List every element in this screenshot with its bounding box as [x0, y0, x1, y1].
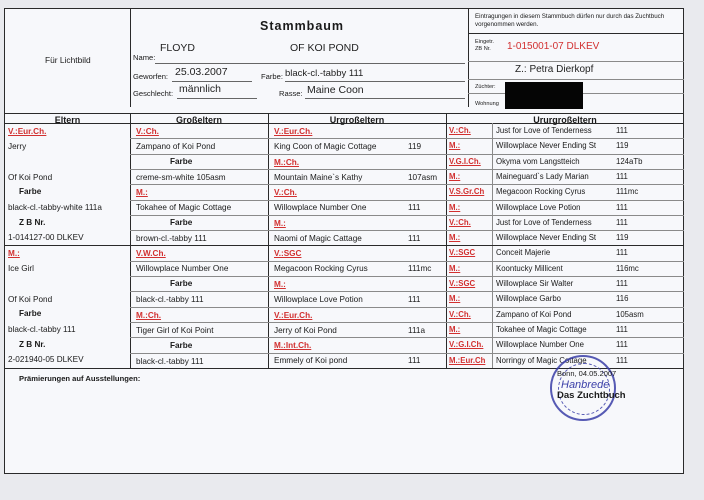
grandparent-title: M.:	[136, 188, 148, 198]
gg-grandparent-code: 111	[616, 248, 628, 258]
registry-notice: Eintragungen in diesem Stammbuch dürfen nur durch das Zuchtbuch vorgenommen werden.	[475, 13, 665, 28]
gg-grandparent-title: M.:	[449, 263, 461, 273]
gg-grandparent-code: 119	[616, 233, 629, 243]
great-grandparent-title: V.:SGC	[274, 249, 302, 259]
great-grandparent-code: 111	[408, 233, 421, 243]
gg-grandparent-code: 111	[616, 279, 628, 288]
great-grandparent-code: 119	[408, 142, 422, 151]
great-grandparent-title: M.:	[274, 218, 286, 228]
gg-grandparent-name: Maineguard`s Lady Marian	[496, 171, 589, 181]
gg-grandparent-code: 124aTb	[616, 156, 643, 166]
row-divider	[130, 337, 684, 338]
gg-grandparent-code: 111	[616, 171, 628, 181]
reg-label-2: ZB Nr.	[475, 46, 491, 52]
great-grandparent-title: M.:Int.Ch.	[274, 341, 312, 351]
gg-grandparent-code: 111	[616, 217, 628, 227]
sire-name: Jerry	[8, 142, 27, 151]
row-divider	[130, 154, 684, 155]
dam-color: black-cl.-tabby 111	[8, 325, 76, 334]
grandparent-farbe-label: Farbe	[170, 279, 193, 289]
sex-underline	[177, 98, 257, 99]
breeder-label: Züchter:	[475, 84, 496, 90]
gg-grandparent-name: Just for Love of Tenderness	[496, 126, 592, 135]
name-label: Name:	[133, 53, 156, 62]
gg-grandparent-title: V.:Ch.	[449, 309, 471, 319]
redacted-address	[505, 82, 583, 109]
stamp-date: Bonn, 04.05.2007	[557, 369, 617, 378]
gg-grandparent-name: Willowplace Never Ending St	[496, 233, 597, 243]
born-underline	[172, 81, 252, 82]
gg-grandparent-name: Willowplace Love Potion	[496, 202, 581, 212]
great-grandparent-name: Willowplace Number One	[274, 203, 367, 213]
row-divider	[130, 200, 684, 201]
gg-grandparent-code: 111	[616, 324, 628, 334]
grandparent-name: Willowplace Number One	[136, 264, 229, 274]
sire-title: V.:Eur.Ch.	[8, 127, 47, 136]
gg-grandparent-title: V.:SGC	[449, 248, 476, 258]
row-divider	[130, 307, 684, 308]
great-grandparent-code: 111	[408, 203, 421, 213]
dam-zb-label: Z B Nr.	[19, 340, 46, 349]
row-divider	[130, 291, 684, 292]
great-grandparent-code: 111mc	[408, 264, 432, 274]
sire-farbe-label: Farbe	[19, 187, 42, 196]
gg-grandparent-title: M.:Eur.Ch	[449, 355, 486, 365]
gg-grandparent-title: M.:	[449, 141, 461, 151]
breed-underline	[305, 98, 465, 99]
grandparent-title: M.:Ch.	[136, 310, 162, 320]
grandparent-farbe-label: Farbe	[170, 218, 193, 228]
gg-grandparent-title: M.:	[449, 202, 461, 212]
gg-grandparent-name: Just for Love of Tenderness	[496, 217, 592, 227]
row-divider	[130, 138, 684, 139]
gg-grandparent-code: 111	[616, 340, 628, 350]
column-divider	[268, 113, 269, 368]
gg-grandparent-code: 111mc	[616, 187, 639, 197]
great-grandparent-title: M.:Ch.	[274, 157, 300, 167]
row-divider	[130, 215, 684, 216]
great-grandparent-code: 111	[408, 295, 421, 304]
gg-grandparent-name: Conceit Majerie	[496, 248, 551, 258]
registry-box-line	[468, 61, 684, 62]
sire-zb-number: 1-014127-00 DLKEV	[8, 233, 84, 242]
gg-grandparent-name: Willowplace Never Ending St	[496, 141, 597, 151]
column-header-urgrosseltern: Urgroßeltern	[329, 115, 385, 125]
great-grandparent-name: King Coon of Magic Cottage	[274, 142, 377, 151]
gg-grandparent-name: Koontucky Millicent	[496, 263, 563, 273]
grandparent-name: Tokahee of Magic Cottage	[136, 203, 232, 213]
column-header-grosseltern: Großeltern	[175, 115, 222, 125]
awards-label: Prämierungen auf Ausstellungen:	[19, 374, 141, 383]
gg-grandparent-name: Willowplace Sir Walter	[496, 279, 574, 288]
great-grandparent-name: Jerry of Koi Pond	[274, 325, 337, 335]
dam-zb-number: 2-021940-05 DLKEV	[8, 355, 84, 364]
column-divider	[130, 113, 131, 368]
grandparent-title: V.W.Ch.	[136, 249, 166, 259]
grandparent-name: Tiger Girl of Koi Point	[136, 325, 214, 335]
gg-grandparent-code: 116	[616, 294, 629, 304]
sire-zb-label: Z B Nr.	[19, 218, 46, 227]
gg-grandparent-code: 119	[616, 141, 629, 151]
address-label: Wohnung	[475, 101, 499, 107]
great-grandparent-name: Willowplace Love Potion	[274, 295, 363, 304]
breed-label: Rasse:	[279, 89, 303, 98]
row-divider	[130, 276, 684, 277]
gg-grandparent-title: V.:G.I.Ch.	[449, 340, 484, 350]
gg-grandparent-name: Okyma vom Langstteich	[496, 156, 580, 166]
gg-grandparent-title: V.:Ch.	[449, 126, 471, 135]
registration-number: 1-015001-07 DLKEV	[507, 41, 600, 52]
great-grandparent-name: Naomi of Magic Cattage	[274, 233, 362, 243]
great-grandparent-code: 111a	[408, 325, 425, 335]
signature: Hanbrede	[561, 379, 610, 391]
cat-color: black-cl.-tabby 111	[285, 68, 364, 79]
gg-grandparent-title: V.G.I.Ch.	[449, 156, 481, 166]
row-divider	[130, 261, 684, 262]
sire-color: black-cl.-tabby-white 111a	[8, 203, 102, 212]
gg-grandparent-name: Tokahee of Magic Cottage	[496, 324, 587, 334]
pedigree-certificate	[4, 8, 684, 474]
gg-grandparent-code: 111	[616, 355, 628, 365]
grandparent-color: creme-sm-white 105asm	[136, 173, 226, 182]
gg-grandparent-title: V.S.Gr.Ch	[449, 187, 485, 197]
gg-grandparent-name: Zampano of Koi Pond	[496, 309, 572, 319]
grandparent-farbe-label: Farbe	[170, 157, 193, 166]
row-divider	[130, 184, 684, 185]
color-label: Farbe:	[261, 72, 283, 81]
gg-grandparent-title: M.:	[449, 171, 461, 181]
sire-suffix: Of Koi Pond	[8, 173, 53, 182]
color-underline	[285, 81, 465, 82]
cat-name: FLOYD	[160, 42, 196, 54]
great-grandparent-title: V.:Ch.	[274, 188, 297, 198]
row-divider	[130, 230, 684, 231]
gg-grandparent-name: Willowplace Number One	[496, 340, 584, 350]
page-title: Stammbaum	[260, 19, 345, 33]
name-underline	[155, 63, 465, 64]
gg-grandparent-code: 111	[616, 202, 628, 212]
great-grandparent-code: 111	[408, 356, 421, 366]
column-divider	[446, 113, 447, 368]
table-top-border	[5, 113, 684, 114]
great-grandparent-name: Emmely of Koi pond	[274, 356, 348, 366]
gg-grandparent-code: 111	[616, 126, 628, 135]
great-grandparent-title: V.:Eur.Ch.	[274, 310, 313, 320]
born-label: Geworfen:	[133, 72, 169, 81]
gg-grandparent-code: 105asm	[616, 309, 644, 319]
photo-box-divider	[130, 9, 131, 107]
registry-box-line	[468, 79, 684, 80]
grandparent-color: black-cl.-tabby 111	[136, 295, 204, 305]
cat-sex: männlich	[179, 83, 222, 95]
registry-box-line	[468, 33, 684, 34]
dam-title: M.:	[8, 249, 20, 258]
grandparent-title: V.:Ch.	[136, 127, 159, 136]
sex-label: Geschlecht:	[133, 89, 174, 98]
row-divider	[130, 169, 684, 170]
gg-grandparent-title: V.:Ch.	[449, 217, 471, 227]
gg-grandparent-title: M.:	[449, 233, 461, 243]
gg-grandparent-name: Norringy of Magic Cottage	[496, 355, 587, 365]
gg-grandparent-name: Megacoon Rocking Cyrus	[496, 187, 586, 197]
gg-grandparent-title: V.:SGC	[449, 279, 476, 288]
gg-grandparent-code: 116mc	[616, 263, 639, 273]
stamp-text: Das Zuchtbuch	[557, 390, 626, 401]
grandparent-farbe-label: Farbe	[170, 340, 193, 350]
row-divider	[5, 245, 684, 246]
row-divider	[130, 353, 684, 354]
column-header-eltern: Eltern	[54, 115, 81, 125]
grandparent-color: brown-cl.-tabby 111	[136, 234, 207, 244]
great-grandparent-name: Megacoon Rocking Cyrus	[274, 264, 368, 274]
gg-grandparent-title: M.:	[449, 324, 461, 334]
reg-label-1: Eingetr.	[475, 39, 494, 45]
great-grandparent-name: Mountain Maine`s Kathy	[274, 172, 363, 182]
born-date: 25.03.2007	[175, 66, 228, 78]
grandparent-name: Zampano of Koi Pond	[136, 142, 216, 151]
great-grandparent-title: M.:	[274, 280, 286, 289]
great-grandparent-code: 107asm	[408, 172, 438, 182]
gg-grandparent-name: Willowplace Garbo	[496, 294, 561, 304]
photo-label: Für Lichtbild	[45, 55, 91, 65]
great-grandparent-title: V.:Eur.Ch.	[274, 127, 313, 136]
dam-farbe-label: Farbe	[19, 309, 42, 318]
dam-suffix: Of Koi Pond	[8, 295, 53, 304]
dam-name: Ice Girl	[8, 264, 34, 273]
grandparent-color: black-cl.-tabby 111	[136, 356, 204, 366]
column-header-ururgrosseltern: Ururgroßeltern	[533, 115, 597, 125]
row-divider	[130, 322, 684, 323]
cat-breed: Maine Coon	[307, 84, 364, 96]
gg-grandparent-title: M.:	[449, 294, 461, 304]
cat-name-suffix: OF KOI POND	[290, 42, 359, 54]
breeder-name: Z.: Petra Dierkopf	[515, 64, 594, 75]
